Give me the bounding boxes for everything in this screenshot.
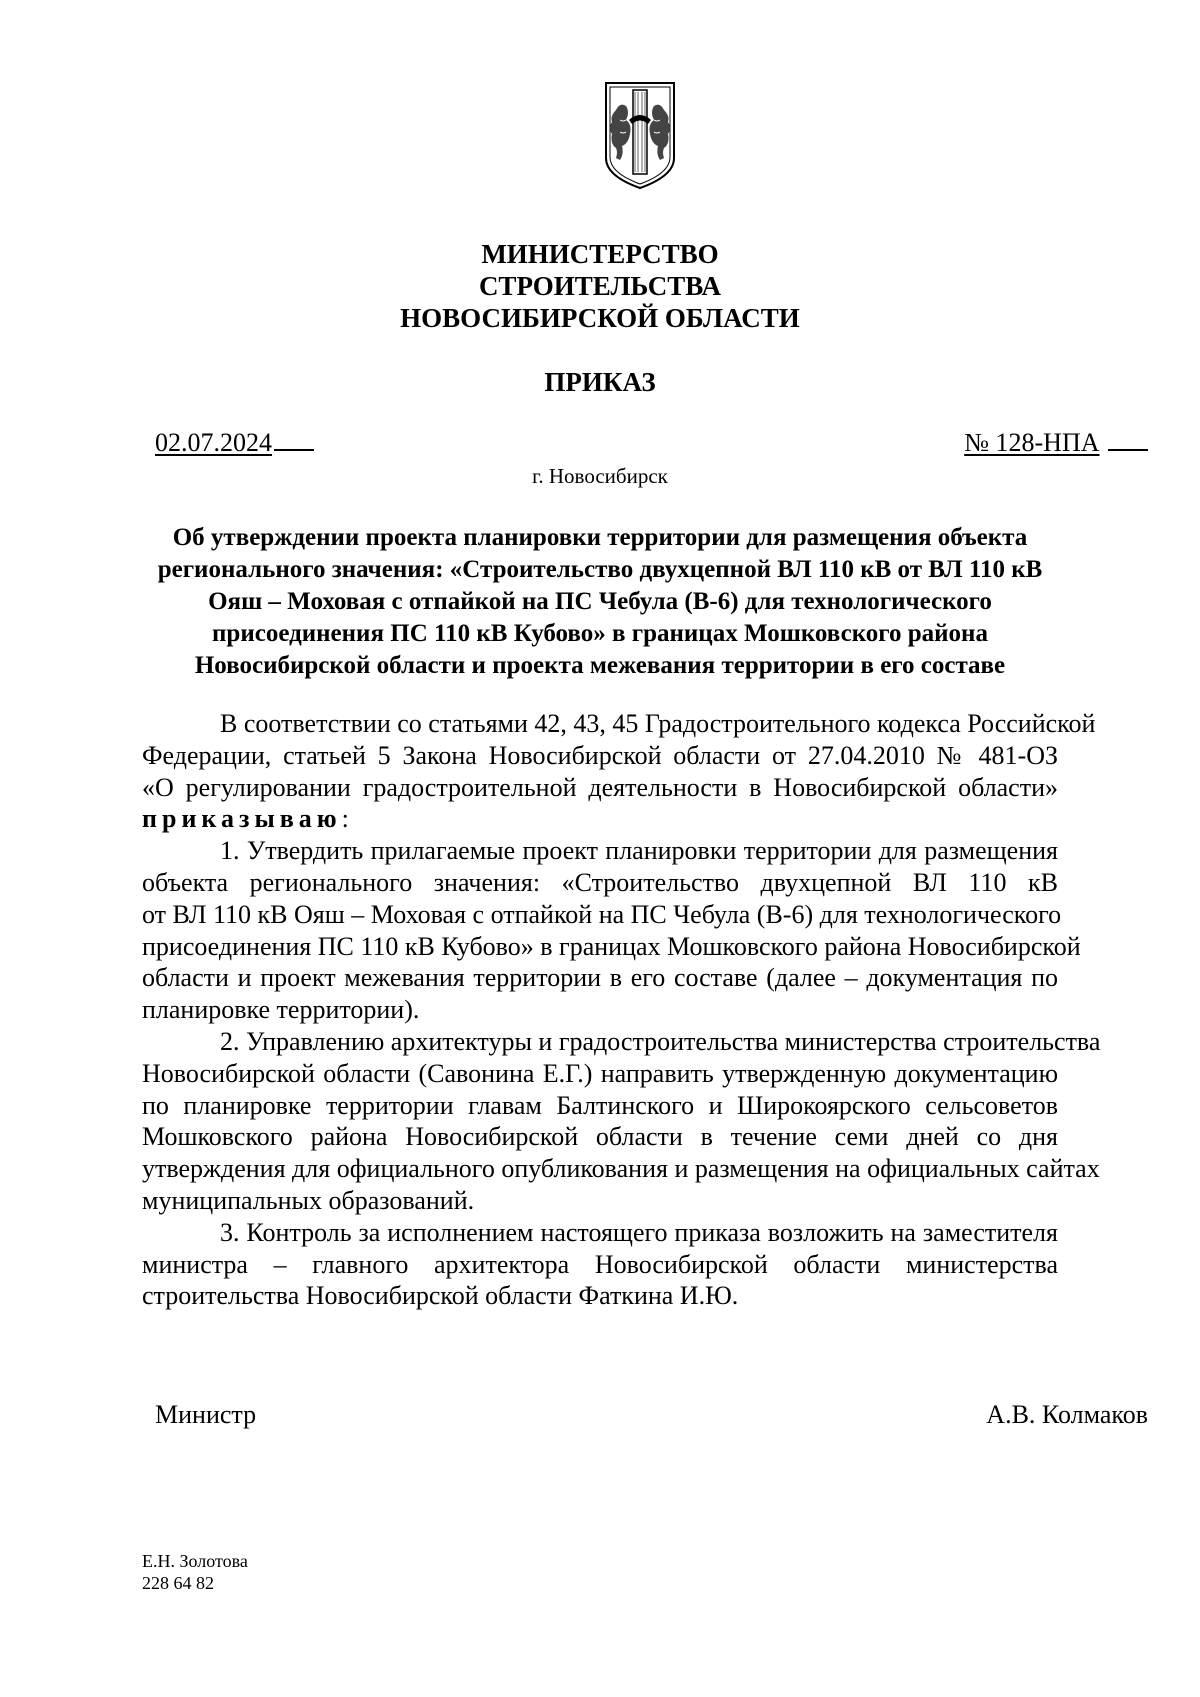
item1-line: объекта регионального значения: «Строительство двухцепной ВЛ 110 кВ bbox=[142, 867, 1058, 897]
item1-line: области и проект межевания территории в его составе (далее – документация по bbox=[142, 963, 1058, 993]
item1-line: 1. Утвердить прилагаемые проект планировки территории для размещения bbox=[220, 836, 1058, 866]
item3-line: строительства Новосибирской области Фаткина И.Ю. bbox=[142, 1281, 739, 1311]
item2-line: Мошковского района Новосибирской области в течение семи дней со дня bbox=[142, 1122, 1058, 1152]
item1-line: от ВЛ 110 кВ Ояш – Моховая с отпайкой на ПС Чебула (В-6) для технологического bbox=[142, 899, 1062, 929]
title-line: регионального значения: «Строительство двухцепной ВЛ 110 кВ от ВЛ 110 кВ bbox=[157, 556, 1043, 583]
item2-line: утверждения для официального опубликования и размещения на официальных сайтах bbox=[142, 1154, 1100, 1184]
date-value: 02.07.2024 bbox=[155, 428, 272, 457]
ministry-name bbox=[0, 238, 1200, 334]
item2-line: 2. Управлению архитектуры и градостроительства министерства строительства bbox=[220, 1026, 1101, 1056]
preamble-line: Федерации, статьей 5 Закона Новосибирской области от 27.04.2010 № 481-ОЗ bbox=[142, 740, 1058, 770]
item3-line: 3. Контроль за исполнением настоящего приказа возложить на заместителя bbox=[220, 1217, 1058, 1247]
item1-line: присоединения ПС 110 кВ Кубово» в границах Мошковского района Новосибирской bbox=[142, 931, 1081, 961]
novosibirsk-coat-of-arms-icon bbox=[602, 80, 678, 192]
signature-name: А.В. Колмаков bbox=[986, 1400, 1148, 1429]
document-body bbox=[142, 708, 1101, 1312]
executor-name: Е.Н. Золотова bbox=[142, 1551, 248, 1571]
executor-phone: 228 64 82 bbox=[142, 1573, 214, 1593]
item3-line: министра – главного архитектора Новосибирской области министерства bbox=[142, 1249, 1058, 1279]
item2-line: муниципальных образований. bbox=[142, 1185, 475, 1215]
document-number bbox=[964, 428, 1148, 458]
date-underline bbox=[274, 429, 314, 451]
item1-line: планировке территории). bbox=[142, 995, 420, 1025]
ministry-line: СТРОИТЕЛЬСТВА bbox=[478, 271, 722, 301]
ministry-line: НОВОСИБИРСКОЙ ОБЛАСТИ bbox=[400, 303, 800, 333]
document-title bbox=[142, 522, 1058, 682]
title-line: присоединения ПС 110 кВ Кубово» в границах Мошковского района bbox=[212, 620, 988, 647]
city: г. Новосибирск bbox=[532, 464, 668, 488]
preamble-line: В соответствии со статьями 42, 43, 45 Градостроительного кодекса Российской bbox=[220, 709, 1096, 738]
title-line: Об утверждении проекта планировки территории для размещения объекта bbox=[172, 524, 1028, 551]
item2-line: по планировке территории главам Балтинского и Широкоярского сельсоветов bbox=[142, 1090, 1058, 1120]
order-colon: : bbox=[341, 804, 349, 834]
order-line bbox=[142, 803, 1058, 835]
order-word: приказываю bbox=[142, 804, 342, 834]
document-date bbox=[155, 428, 314, 458]
preamble-line: «О регулировании градостроительной деятельности в Новосибирской области» bbox=[142, 772, 1058, 802]
item2-line: Новосибирской области (Савонина Е.Г.) направить утвержденную документацию bbox=[142, 1058, 1058, 1088]
signature-role: Министр bbox=[155, 1400, 257, 1429]
title-line: Ояш – Моховая с отпайкой на ПС Чебула (В-6) для технологического bbox=[208, 588, 992, 615]
ministry-line: МИНИСТЕРСТВО bbox=[481, 239, 719, 269]
document-type: ПРИКАЗ bbox=[544, 367, 656, 397]
title-line: Новосибирской области и проекта межевания территории в его составе bbox=[194, 652, 1006, 679]
number-underline bbox=[1108, 429, 1148, 451]
executor-info bbox=[142, 1550, 248, 1594]
number-value: № 128-НПА bbox=[964, 428, 1100, 457]
